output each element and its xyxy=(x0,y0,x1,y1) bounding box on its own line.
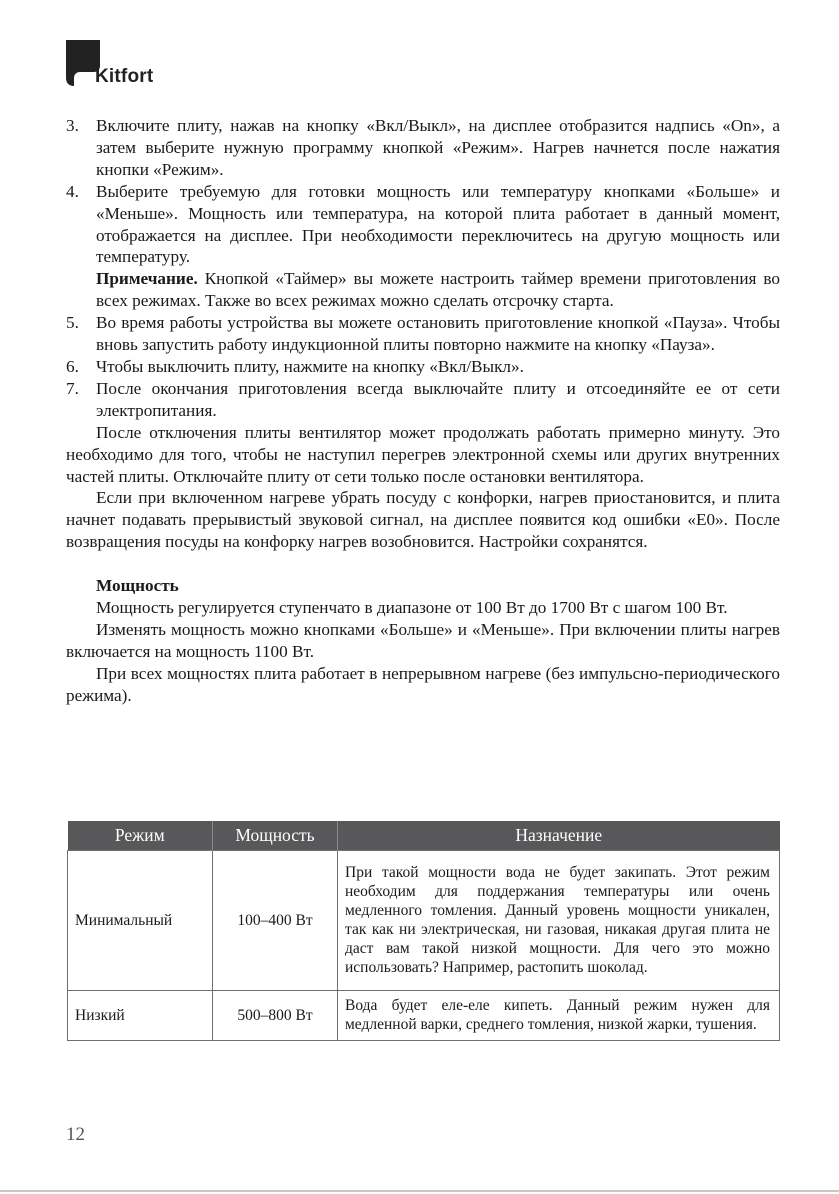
list-item-text: Выберите требуемую для готовки мощность или температуру кнопками «Больше» и «Меньше». Мощность или температура, на которой плита работает в данный момент, отображается на дисплее. При необходимости переключитесь на другую мощность или температуру. xyxy=(96,181,780,267)
body-paragraph: После отключения плиты вентилятор может продолжать работать примерно минуту. Это необходимо для того, чтобы не наступил перегрев электронной схемы или других внутренних частей плиты. Отключайте плиту от сети только после остановки вентилятора. xyxy=(66,422,780,486)
list-item-text: Во время работы устройства вы можете остановить приготовление кнопкой «Пауза». Чтобы вновь запустить работу индукционной плиты повторно нажмите на кнопку «Пауза». xyxy=(96,313,780,355)
list-item xyxy=(66,356,780,378)
list-item-number: 3. xyxy=(66,116,79,135)
list-item-number: 6. xyxy=(66,356,79,376)
list-item xyxy=(66,181,780,269)
power-modes-table xyxy=(67,821,780,1041)
list-item xyxy=(66,115,780,181)
body-paragraph: Если при включенном нагреве убрать посуду с конфорки, нагрев приостановится, и плита начнет подавать прерывистый звуковой сигнал, на дисплее появится код ошибки «E0». После возвращения посуды на конфорку нагрев возобновится. Настройки сохранятся. xyxy=(66,488,780,552)
cell-power: 100–400 Вт xyxy=(213,851,338,991)
bottom-divider xyxy=(0,1190,839,1192)
list-item xyxy=(66,378,780,422)
brand-name: Kitfort xyxy=(95,66,154,87)
cell-purpose: При такой мощности вода не будет закипать. Этот режим необходим для поддержания температуры или очень медленного томления. Данный уровень мощности уникален, так как ни электрическая, ни газовая, никакая другая плита не даст вам такой низкой мощности. Для чего это можно использовать? Например, растопить шоколад. xyxy=(338,851,780,991)
note-label: Примечание. xyxy=(96,269,198,289)
list-item-number: 7. xyxy=(66,378,79,398)
column-header-power: Мощность xyxy=(213,821,338,851)
list-item-text: Включите плиту, нажав на кнопку «Вкл/Выкл», на дисплее отобразится надпись «On», а затем выберите нужную программу кнопкой «Режим». Нагрев начнется после нажатия кнопки «Режим». xyxy=(96,116,780,179)
cell-purpose: Вода будет еле-еле кипеть. Данный режим нужен для медленной варки, среднего томления, низкой жарки, тушения. xyxy=(338,991,780,1041)
table-row xyxy=(68,991,780,1041)
kitfort-logo xyxy=(66,40,176,88)
list-item-text: Чтобы выключить плиту, нажмите на кнопку «Вкл/Выкл». xyxy=(96,356,524,376)
list-item-number: 4. xyxy=(66,181,79,201)
cell-power: 500–800 Вт xyxy=(213,991,338,1041)
note-text: Кнопкой «Таймер» вы можете настроить таймер времени приготовления во всех режимах. Также во всех режимах можно сделать отсрочку старта. xyxy=(96,269,780,311)
list-item-number: 5. xyxy=(66,313,79,333)
body-paragraph: При всех мощностях плита работает в непрерывном нагреве (без импульсно-периодического режима). xyxy=(66,663,780,705)
note-paragraph xyxy=(96,268,780,312)
cell-mode: Низкий xyxy=(68,991,213,1041)
page-number: 12 xyxy=(66,1124,85,1145)
section-heading-power: Мощность xyxy=(96,576,179,596)
cell-mode: Минимальный xyxy=(68,851,213,991)
column-header-mode: Режим xyxy=(68,821,213,851)
column-header-purpose: Назначение xyxy=(338,821,780,851)
table-header-row xyxy=(68,821,780,851)
body-paragraph: Изменять мощность можно кнопками «Больше» и «Меньше». При включении плиты нагрев включается на мощность 1100 Вт. xyxy=(66,619,780,661)
table-row xyxy=(68,851,780,991)
list-item-text: После окончания приготовления всегда выключайте плиту и отсоединяйте ее от сети электропитания. xyxy=(96,378,780,420)
instructions-body xyxy=(66,115,780,707)
list-item xyxy=(66,312,780,356)
body-paragraph: Мощность регулируется ступенчато в диапазоне от 100 Вт до 1700 Вт с шагом 100 Вт. xyxy=(96,598,728,618)
